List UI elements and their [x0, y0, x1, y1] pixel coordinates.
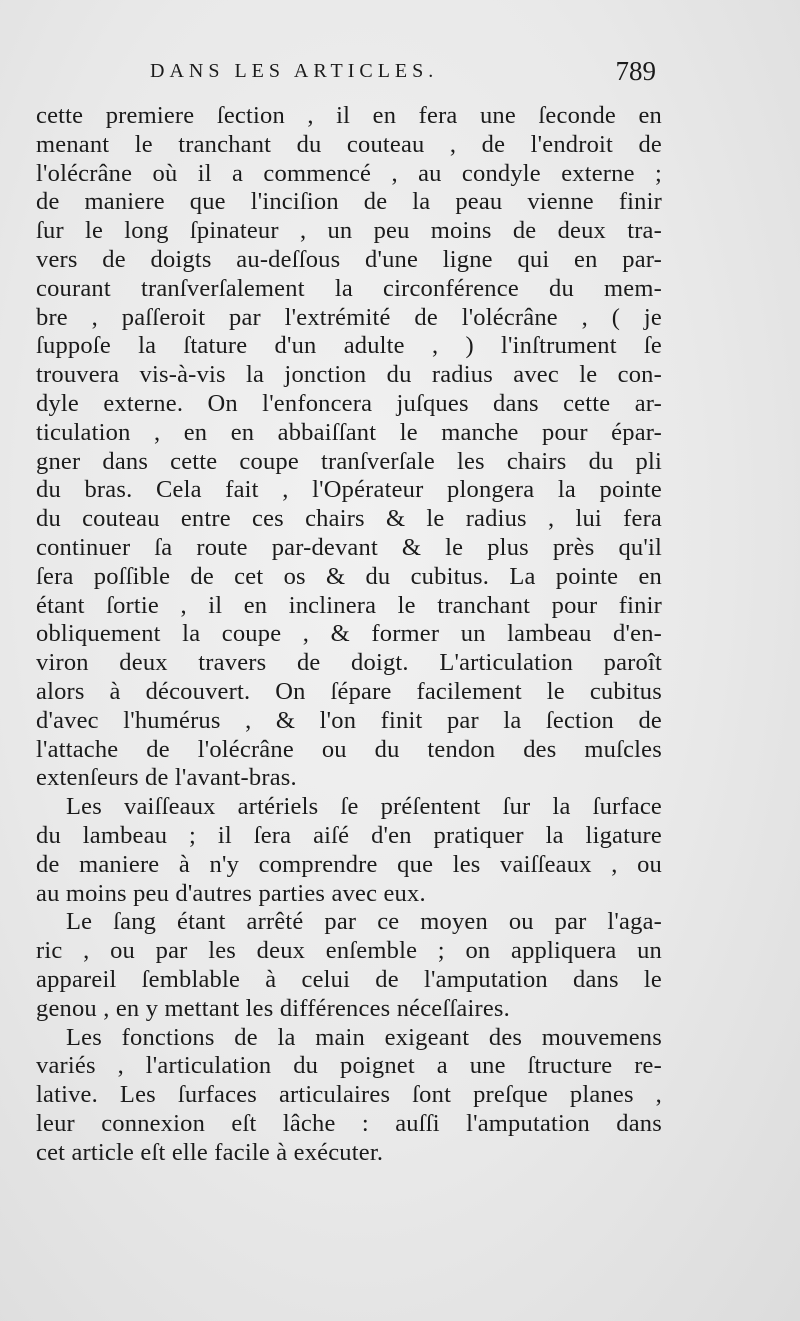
text-line: l'attache de l'olécrâne ou du tendon des muſcles — [36, 735, 662, 763]
text-line: continuer ſa route par-devant & le plus près qu'il — [36, 533, 662, 561]
text-line: étant ſortie , il en inclinera le tranchant pour finir — [36, 591, 662, 619]
text-line: du lambeau ; il ſera aiſé d'en pratiquer la ligature — [36, 821, 662, 849]
page-number: 789 — [615, 56, 656, 86]
paragraph — [36, 1024, 662, 1168]
text-line: viron deux travers de doigt. L'articulation paroît — [36, 649, 662, 677]
running-head: DANS LES ARTICLES. — [150, 60, 439, 82]
text-line: ſur le long ſpinateur , un peu moins de deux tra- — [36, 217, 662, 245]
text-line: lative. Les ſurfaces articulaires ſont preſque planes , — [36, 1081, 662, 1109]
text-line: cet article eſt elle facile à exécuter. — [36, 1138, 384, 1166]
text-line: ticulation , en en abbaiſſant le manche pour épar- — [36, 418, 662, 446]
text-line: au moins peu d'autres parties avec eux. — [36, 879, 426, 907]
text-line: genou , en y mettant les différences néceſſaires. — [36, 994, 510, 1022]
text-line: Les vaiſſeaux artériels ſe préſentent ſur la ſurface — [66, 793, 662, 821]
text-line: de maniere que l'inciſion de la peau vienne finir — [36, 188, 662, 216]
paragraph — [36, 102, 662, 793]
text-line: variés , l'articulation du poignet a une ſtructure re- — [36, 1052, 662, 1080]
text-line: Le ſang étant arrêté par ce moyen ou par l'aga- — [66, 908, 662, 936]
page-header — [150, 56, 670, 96]
text-line: trouvera vis-à-vis la jonction du radius avec le con- — [36, 361, 662, 389]
text-line: obliquement la coupe , & former un lambeau d'en- — [36, 620, 662, 648]
text-line: ſera poſſible de cet os & du cubitus. La pointe en — [36, 562, 662, 590]
text-line: gner dans cette coupe tranſverſale les chairs du pli — [36, 447, 662, 475]
text-line: bre , paſſeroit par l'extrémité de l'olécrâne , ( je — [36, 303, 662, 331]
text-line: du couteau entre ces chairs & le radius , lui fera — [36, 505, 662, 533]
text-line: courant tranſverſalement la circonférence du mem- — [36, 274, 662, 302]
text-line: extenſeurs de l'avant-bras. — [36, 764, 297, 792]
text-line: menant le tranchant du couteau , de l'endroit de — [36, 130, 662, 158]
paragraph — [36, 908, 662, 1023]
text-line: leur connexion eſt lâche : auſſi l'amputation dans — [36, 1109, 662, 1137]
text-line: cette premiere ſection , il en fera une ſeconde en — [36, 102, 662, 129]
text-line: alors à découvert. On ſépare facilement le cubitus — [36, 677, 662, 705]
paragraph — [36, 793, 662, 908]
text-line: de maniere à n'y comprendre que les vaiſſeaux , ou — [36, 850, 662, 878]
text-line: ſuppoſe la ſtature d'un adulte , ) l'inſtrument ſe — [36, 332, 662, 360]
text-line: d'avec l'humérus , & l'on finit par la ſection de — [36, 706, 662, 734]
body-text — [36, 102, 662, 1167]
text-line: Les fonctions de la main exigeant des mouvemens — [66, 1023, 662, 1051]
text-line: du bras. Cela fait , l'Opérateur plongera la pointe — [36, 476, 662, 504]
text-line: dyle externe. On l'enfoncera juſques dans cette ar- — [36, 389, 662, 417]
text-line: ric , ou par les deux enſemble ; on appliquera un — [36, 937, 662, 965]
text-line: vers de doigts au-deſſous d'une ligne qui en par- — [36, 245, 662, 273]
text-line: l'olécrâne où il a commencé , au condyle externe ; — [36, 159, 662, 187]
text-line: appareil ſemblable à celui de l'amputation dans le — [36, 965, 662, 993]
